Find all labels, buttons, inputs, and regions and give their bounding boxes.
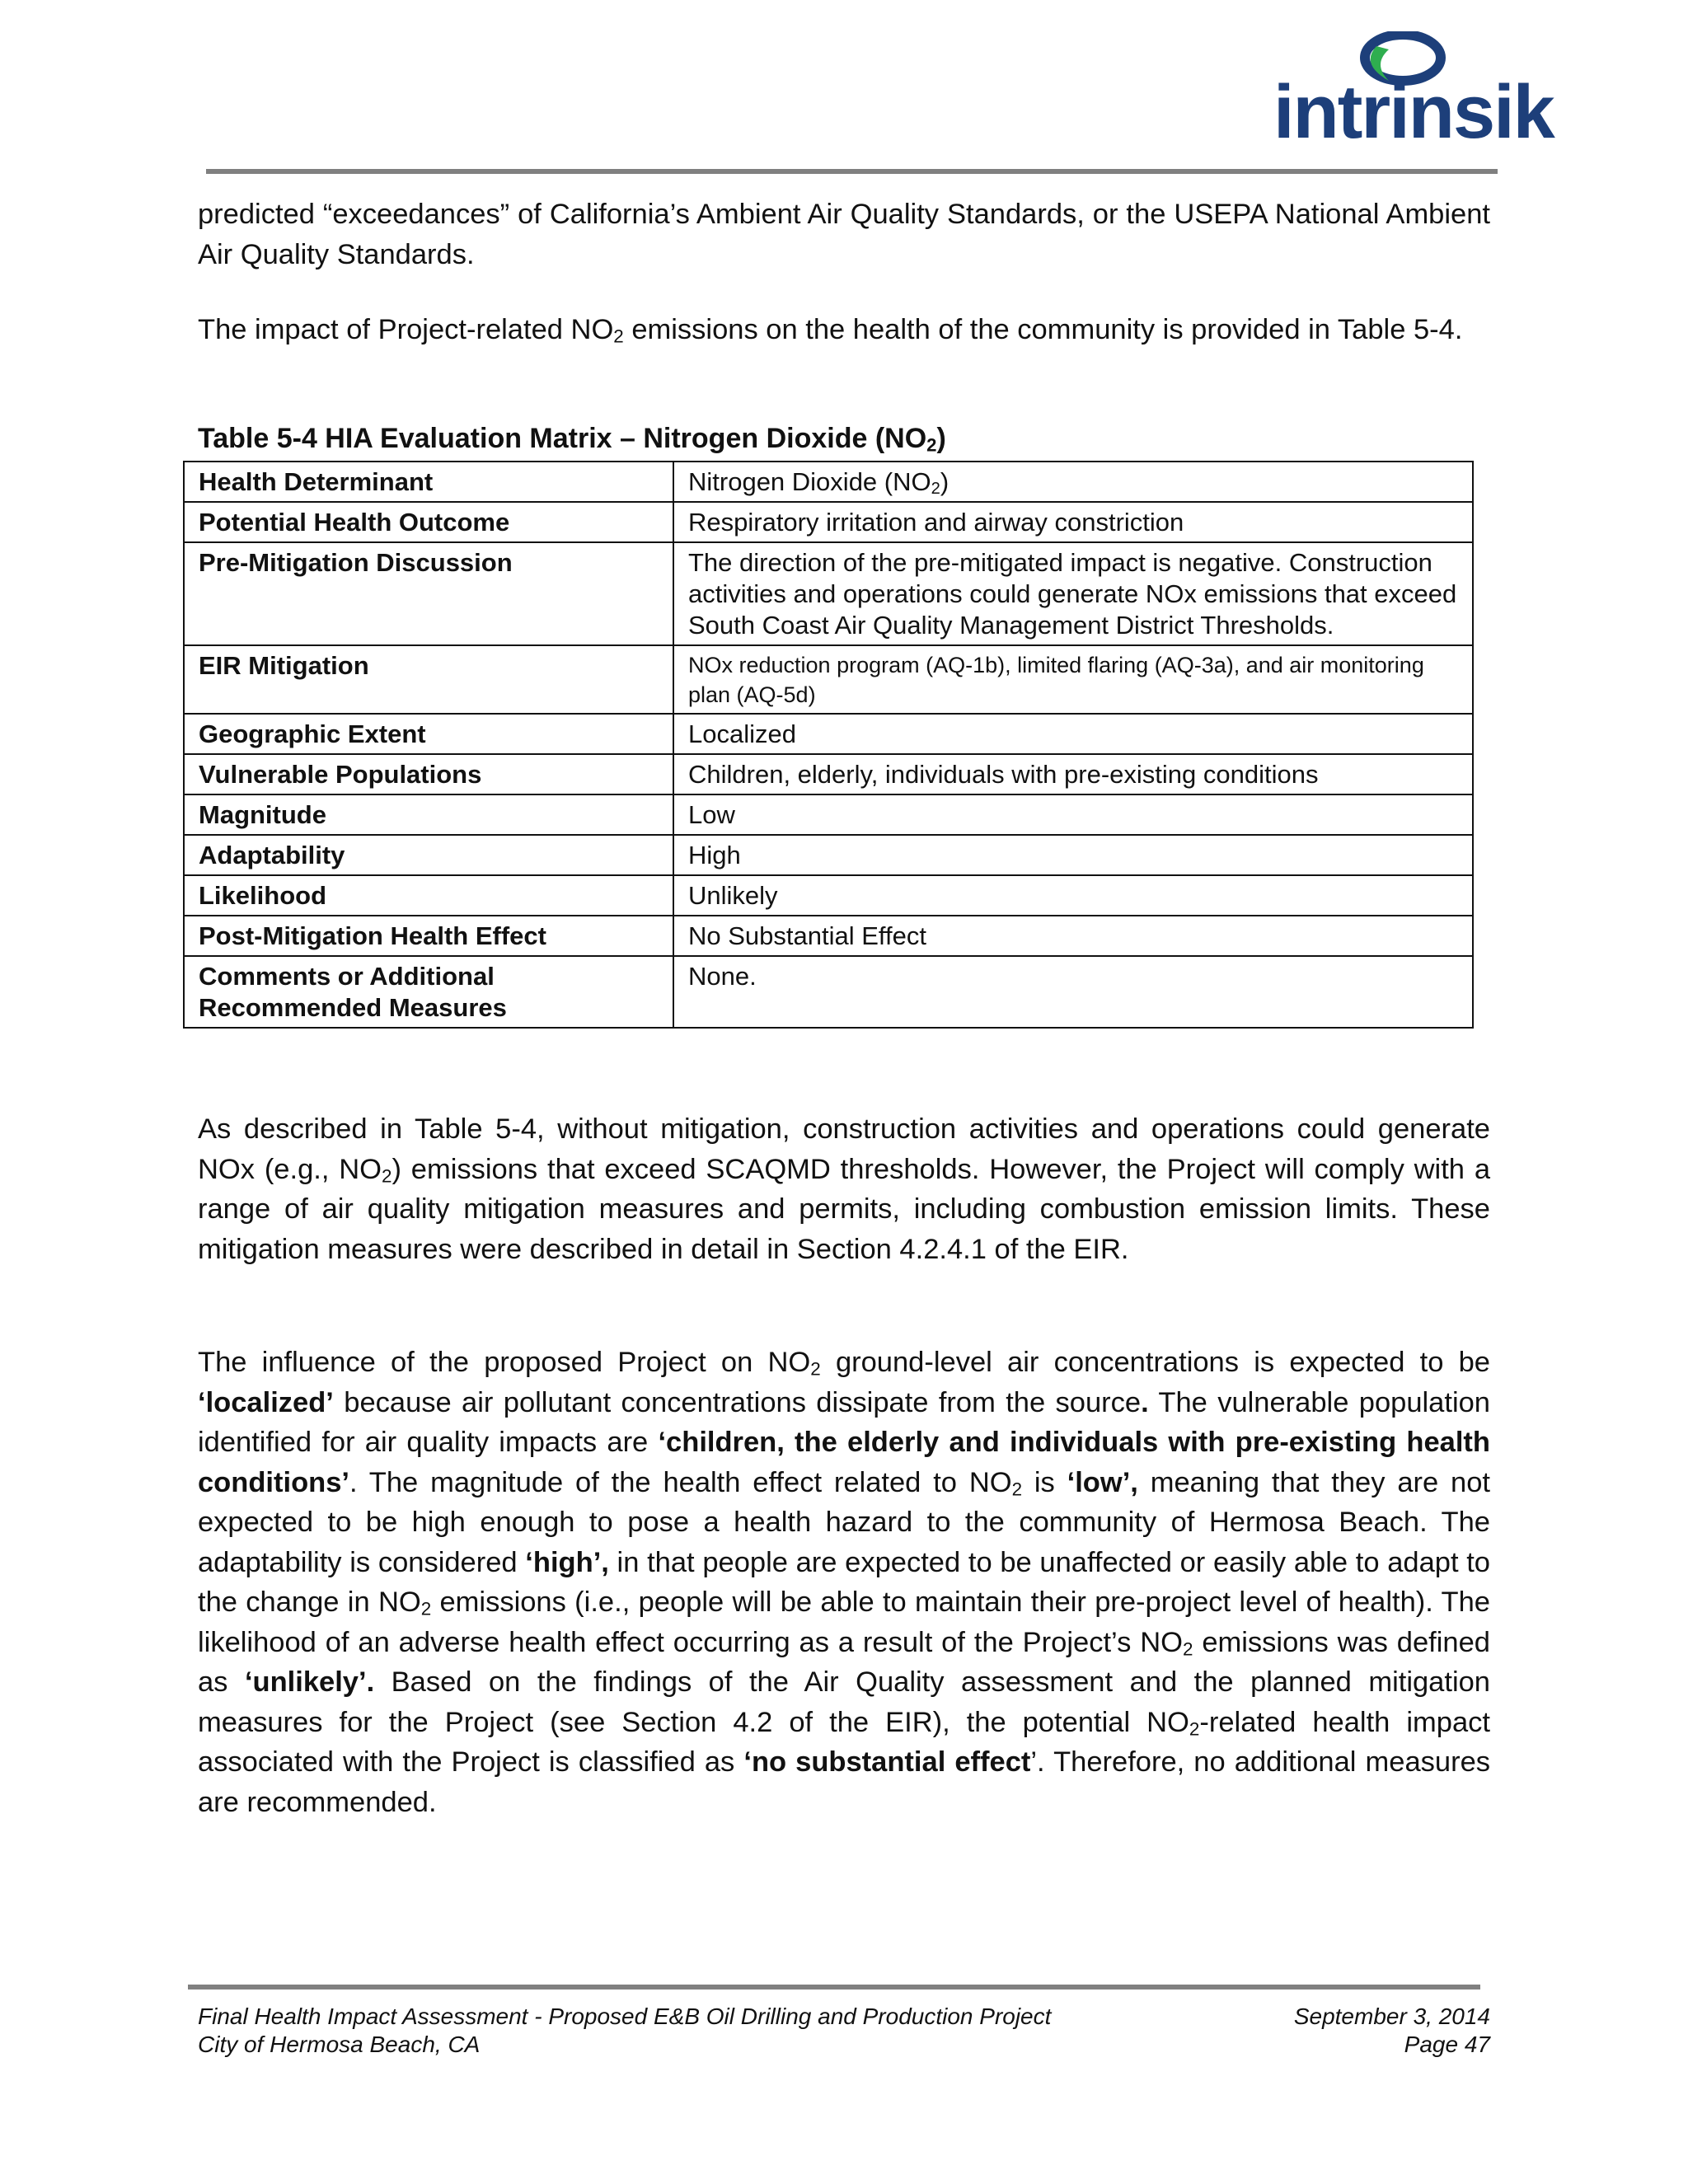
text-run: -related health impact associated with the Project is classified as [198, 1706, 1490, 1778]
row-label: Post-Mitigation Health Effect [184, 916, 673, 956]
row-value-close: ) [940, 467, 950, 496]
subscript: 2 [382, 1165, 392, 1186]
text-run: . The magnitude of the health effect related to NO [349, 1466, 1012, 1498]
footer-page-number: Page 47 [1404, 2032, 1490, 2057]
footer-date: September 3, 2014 [1293, 2004, 1490, 2029]
subscript: 2 [810, 1358, 821, 1380]
row-value-text: Respiratory irritation and airway constriction [688, 508, 1184, 537]
row-label: Vulnerable Populations [184, 754, 673, 794]
table-title-close: ) [936, 423, 946, 454]
row-value-text: Children, elderly, individuals with pre-existing conditions [688, 760, 1319, 789]
table-row [184, 875, 1473, 916]
bold-text: ‘unlikely’. [244, 1666, 375, 1698]
subscript: 2 [1189, 1718, 1200, 1739]
row-value [673, 502, 1473, 542]
text-run: in that people are expected to be unaffected or easily able to adapt to the change in NO [198, 1546, 1490, 1618]
row-value-text: Nitrogen Dioxide (NO [688, 467, 931, 496]
table-row [184, 956, 1473, 1028]
row-label: Comments or Additional Recommended Measures [184, 956, 673, 1028]
subscript: 2 [420, 1598, 432, 1619]
bold-text: ‘children, the elderly and individuals with pre-existing health conditions’ [198, 1427, 1490, 1498]
text-run: emissions (i.e., people will be able to maintain their pre-project level of health). The likelihood of an adverse health effect occurring as a result of the Project’s NO [198, 1586, 1490, 1658]
row-value [673, 542, 1473, 645]
row-value [673, 794, 1473, 835]
header-rule [206, 169, 1498, 174]
text-run: predicted “exceedances” of California’s Ambient Air Quality Standards, or the USEPA National Ambient Air Quality Standards. [198, 199, 1490, 270]
row-value-text: The direction of the pre-mitigated impact is negative. Construction activities and operations could generate NOx emissions that exceed South Coast Air Quality Management District Thresholds. [688, 548, 1457, 640]
bold-text: . [1141, 1386, 1149, 1418]
text-run: ’. Therefore, no additional measures are recommended. [198, 1746, 1491, 1818]
row-value-text: Low [688, 800, 735, 829]
hia-evaluation-matrix [183, 461, 1474, 1029]
row-value [673, 645, 1473, 714]
table-row [184, 714, 1473, 754]
row-label: Adaptability [184, 835, 673, 875]
bold-text: ‘low’, [1067, 1466, 1138, 1498]
table-row [184, 916, 1473, 956]
row-value-text: No Substantial Effect [688, 921, 926, 950]
table-title-text: Table 5-4 HIA Evaluation Matrix – Nitrogen Dioxide (NO [198, 423, 927, 454]
subscript: 2 [613, 326, 624, 347]
table-row [184, 502, 1473, 542]
table-row [184, 542, 1473, 645]
row-label: Magnitude [184, 794, 673, 835]
footer-doc-title: Final Health Impact Assessment - Proposed E&B Oil Drilling and Production Project [198, 2004, 1052, 2029]
table-title-subscript: 2 [926, 434, 937, 456]
row-value [673, 835, 1473, 875]
row-value-text: NOx reduction program (AQ-1b), limited flaring (AQ-3a), and air monitoring plan (AQ-5d) [688, 653, 1424, 707]
row-label: Likelihood [184, 875, 673, 916]
table-row [184, 835, 1473, 875]
paragraph [198, 1109, 1490, 1269]
row-value [673, 875, 1473, 916]
subscript: 2 [1182, 1638, 1193, 1659]
row-value [673, 714, 1473, 754]
bold-text: ‘localized’ [198, 1386, 334, 1418]
row-value-text: None. [688, 962, 757, 991]
row-label: Pre-Mitigation Discussion [184, 542, 673, 645]
row-value-text: High [688, 841, 741, 869]
text-run: emissions on the health of the community is provided in Table 5-4. [623, 314, 1463, 345]
table-row [184, 754, 1473, 794]
footer-rule [188, 1985, 1480, 1990]
text-run: Based on the findings of the Air Quality assessment and the planned mitigation measures for the Project (see Section 4.2 of the EIR), the potential NO [198, 1666, 1490, 1738]
text-run: because air pollutant concentrations dissipate from the source [333, 1386, 1142, 1418]
footer-city: City of Hermosa Beach, CA [198, 2032, 481, 2057]
text-run: is [1022, 1466, 1067, 1498]
row-value [673, 956, 1473, 1028]
text-run: ground-level air concentrations is expected to be [820, 1347, 1490, 1378]
row-value [673, 754, 1473, 794]
row-label: Potential Health Outcome [184, 502, 673, 542]
text-run: The influence of the proposed Project on NO [198, 1347, 811, 1378]
row-value [673, 462, 1473, 502]
text-run: meaning that they are not expected to be high enough to pose a health hazard to the community of Hermosa Beach. The adaptability is considered [198, 1466, 1490, 1578]
text-run: The impact of Project-related NO [198, 314, 614, 345]
subscript: 2 [1011, 1478, 1023, 1499]
footer-left [198, 2003, 1051, 2059]
paragraph [198, 194, 1490, 274]
table-title [198, 423, 946, 455]
row-value [673, 916, 1473, 956]
intrinsik-logo [1273, 31, 1554, 154]
row-value-text: Unlikely [688, 881, 778, 910]
row-label: Geographic Extent [184, 714, 673, 754]
text-run: As described in Table 5-4, without mitigation, construction activities and operations could generate NOx (e.g., NO [198, 1113, 1490, 1185]
row-label: EIR Mitigation [184, 645, 673, 714]
bold-text: ‘no substantial effect [743, 1746, 1031, 1778]
bold-text: ‘high’, [525, 1546, 609, 1578]
subscript: 2 [931, 480, 940, 499]
text-run: ) emissions that exceed SCAQMD thresholds. However, the Project will comply with a range of air quality mitigation measures and permits, including combustion emission limits. These mitigation measures were described in detail in Section 4.2.4.1 of the EIR. [198, 1153, 1491, 1265]
row-value-text: Localized [688, 719, 796, 748]
logo-wordmark: intrinsik [1273, 70, 1554, 154]
table-row [184, 462, 1473, 502]
table-row [184, 794, 1473, 835]
paragraph [198, 1343, 1490, 1822]
paragraph [198, 310, 1490, 350]
row-label: Health Determinant [184, 462, 673, 502]
text-run: The vulnerable population identified for air quality impacts are [198, 1386, 1490, 1458]
table-row [184, 645, 1473, 714]
footer-right [1294, 2003, 1490, 2059]
text-run: emissions was defined as [198, 1626, 1490, 1698]
